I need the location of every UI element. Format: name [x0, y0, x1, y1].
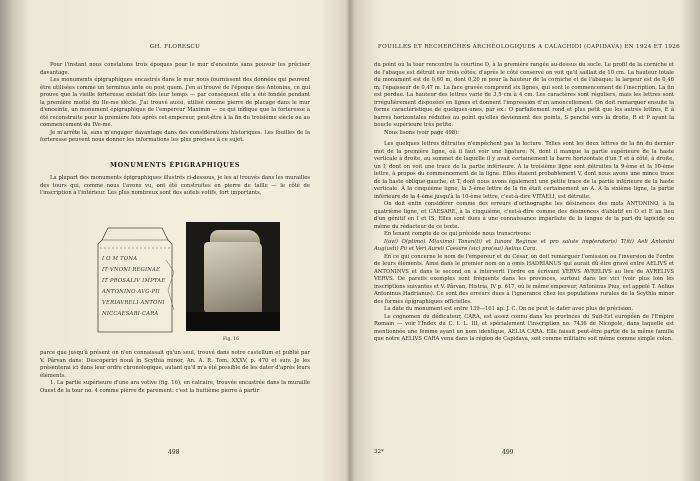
inscription-drawing — [92, 220, 178, 338]
paragraph: Pour l'instant nous constatons trois époques pour le mur d'enceinte sans pouvoir les préciser davantage. — [40, 62, 310, 76]
section-title: MONUMENTS ÉPIGRAPHIQUES — [109, 161, 241, 169]
signature-mark: 32* — [374, 449, 384, 455]
page-number: 498 — [168, 449, 180, 456]
paragraph: La date du monument est entre 139—161 ap. J. C. On ne peut le dater avec plus de précision. — [384, 306, 634, 312]
paragraph: I(ovi) O(ptimo) M(aximo) Tonan(ti) et Iunoni Reginae et pro salute imp(eratoris) T(iti) Aeli Antonini Aug(usti) Pii et Veri Aureli Caesare (sic) pro(sui) Aelius Cara. — [374, 238, 674, 252]
intro-text — [40, 62, 310, 145]
paragraph: Le cognomen du dédicateur, CARA, est assez connu dans les provinces du Sud-Est européen de l'Empire Romain — voir l'Index du C. I. L. III, et spécialement l'inscription no. 7436 de Nicopole, dans laquelle est mentionnée une femme ayant un nom identique, AELIA CARA. Elle faisait peut-être partie de la même famille que notre AELIVS CARA venu dans la région de Capidava, soit comme militaire soit même comme simple colon. — [374, 313, 674, 342]
paragraph: En ce qui concerne le nom de l'empereur et du César, on doit remarquer l'omission ou l'inversion de l'ordre de leurs éléments. Ainsi dans le premier nom on a omis HADRIANUS qui aurait dû être gravé entre AELIVS et ANTONINVS et dans le second on a interverti l'ordre en écrivant VERVS AVRELIVS au lieu de AVRELIVS VERVS. De pareils exemples sont fréquents dans les provinces, surtout dans les vici (voir plus loin les inscriptions suivantes et V. Pârvan, Histria, IV p. 617, où le même empereur, Antoninus Pius, est appelé T. Aelius Antoninus Hadrianus). Ce sont des erreurs dues à l'ignorance chez les populations rurales de la Scythia minor des formes épigraphiques officielles. — [374, 253, 674, 305]
photo-shadow — [186, 312, 280, 331]
paragraph: Les monuments épigraphiques encastrés dans le mur nous fournissent des données qui peuvent être utilisées comme un terminus ante ou post quem. J'en ai trouvé de l'époque des Antonins, ce qui prouve que la vieille forteresse existait dès leur temps — par conséquent elle a été fondée pendant la première moitié du IIe-me siècle. J'ai trouvé aussi, utilisé comme pierre de placage dans le mur d'enceinte, un monument épigraphique de l'empereur Maximin — ce qui indique que la forteresse a été reconstruite pour la première fois après cet empereur, peut-être à la fin du troisième siècle ou au commencement du IVe-me. — [40, 77, 310, 128]
inscription-line: ANTONINO·AVG·PII — [102, 289, 160, 295]
bottom-text — [40, 350, 310, 395]
inscription-line: VERIAVRELI·ANTONI — [102, 300, 165, 306]
paragraph: La plupart des monuments épigraphiques illustrés ci-dessous, je les ai trouvés dans les murailles des tours qui, comme nous l'avons vu, ont été construites en pierre de taille — le côté de l'inscription à l'intérieur. Les plus nombreux sont des autels votifs, fort importants, — [40, 175, 310, 196]
running-header: FOUILLES ET RECHERCHES ARCHÉOLOGIQUES A CALACHIOI (CAPIDAVA) EN 1924 ET 1926 — [377, 44, 681, 50]
page-number: 499 — [502, 449, 514, 456]
paragraph: Nous lisons (voir page 498): — [384, 129, 459, 136]
paragraph: En tenant compte de ce qui précède nous transcrivons: — [384, 231, 532, 237]
paragraph: du point où la tour rencontre la courtine D, à la première rangée au-dessus du socle. Le profil de la corniche et de l'abaque est détruit sur trois côtés; d'après le côté conservé on voit qu'il saillait de 10 cm. La hauteur totale du monument est de 0,60 m, dont 0,20 m pour la hauteur de la corniche et de l'abaque; la largeur est de 0,46 m; l'épaisseur de 0,47 m. La face gravée comprend six lignes, qui sont le commencement de l'inscription. La fin est perdue. La hauteur des lettres varie de 3,5 cm à 4 cm. Les caractères sont réguliers, mais les lettres sont irrégulièrement disposées en lignes et donnent l'impression d'un amoncellement. On doit remarquer ensuite la forme caractéristique de quelques-unes, par ex.: O parfaitement rond et plus petit que les autres lettres, E à barres horizontales réduites au point qu'elles deviennent des points, S penché vers la droite, R et P ayant la boucle supérieure très petite. — [374, 62, 674, 128]
inscription-line: IT·VNONI REGINAE — [102, 267, 161, 273]
paragraph: On doit enfin considérer comme des erreurs d'orthographe les désinences des mots ANTONINO, à la quatrième ligne, et CAESARE, à la cinquième, c'est-à-dire comme des désinences d'ablatif en O et E au lieu d'un génitif en I et IS. Elles sont dues à une connaissance imparfaite de la langue de la part du lapicide ou même du rédacteur de ce texte. — [374, 201, 674, 230]
inscription-line: IT PROSALIV IMPTAE — [102, 278, 166, 284]
paragraph: parce que jusqu'à présent on n'en connaissait qu'un seul, trouvé dans notre castellum et publié par V. Pârvan dans: Descoperiri nouă în Scythia minor, An. A. R. Tom. XXXV, p. 470 et suiv. Je les présenterai ici dans leur ordre chronologique, autant qu'il m'a été possible de les dater d'après leurs éléments. — [40, 350, 310, 379]
section-text — [40, 175, 310, 198]
paragraph: 1. La partie supérieure d'une ara votive (fig. 16), en calcaire, trouvée encastrée dans la muraille Ouest de la tour no. 4 comme pierre de parement: c'est la huitième pierre à partir — [40, 380, 310, 394]
inscription-line: NICCAESARI·CARA — [102, 311, 159, 317]
altar-stone — [204, 242, 262, 314]
running-header: GH. FLORESCU — [149, 44, 201, 50]
paragraph: Les quelques lettres détruites n'empêchent pas la lecture. Telles sont les deux lettres de la fin du dernier mot de la première ligne, où il faut voir une ligature: N, dont il manque la partie supérieure de la haste verticale à droite, au sommet de laquelle il y avait certainement la barre horizontale d'un T et à côté, à droite, un I, dont on voit une trace de la partie inférieure. À la troisième ligne sont détruites la 9-ème et la 10-ème lettre, à propos du commencement de la ligne. Elles étaient probablement V, dont nous avons une mince trace de la haste oblique gauche, et T, dont nous avons également une petite trace de la partie inférieure de la haste verticale. À la cinquième ligne, la 3-ème lettre de la fin était certainement un A. À la sixième ligne, la partie inférieure de la 4-ème jusqu'à la 10-ème lettre, c'est-à-dire VITAELI, est détruite. — [374, 141, 674, 200]
right-page — [350, 0, 700, 481]
body-text — [374, 62, 674, 344]
inscription-line: I O M TONA — [102, 256, 138, 262]
figure-caption: Fig. 16 — [223, 337, 240, 342]
altar-photograph — [186, 222, 280, 331]
paragraph: Je m'arrête là, sans m'engager davantage dans des considérations historiques. Les fouilles de la forteresse peuvent nous donner les informations les plus précises à ce sujet. — [40, 129, 310, 143]
